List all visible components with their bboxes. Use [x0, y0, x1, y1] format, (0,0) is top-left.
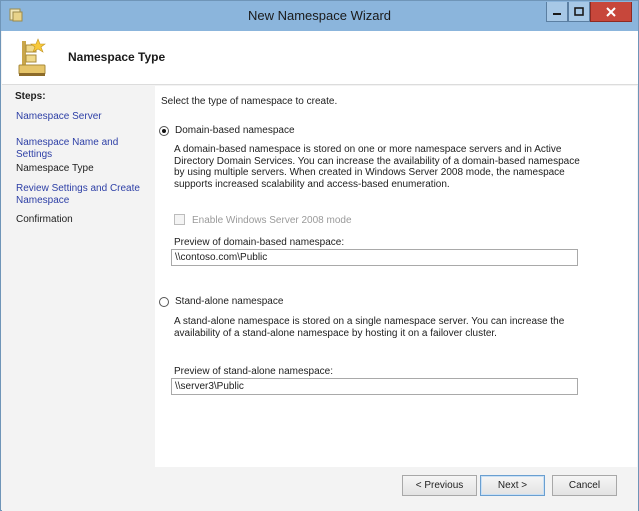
content-pane	[155, 86, 637, 467]
enable-2008-mode-checkbox[interactable]	[174, 214, 185, 225]
step-namespace-type: Namespace Type	[16, 163, 94, 174]
previous-button[interactable]: < Previous	[402, 475, 477, 496]
minimize-button[interactable]	[546, 2, 568, 22]
domain-based-label[interactable]: Domain-based namespace	[175, 125, 295, 136]
standalone-preview-field[interactable]: \\server3\Public	[171, 378, 578, 395]
next-button[interactable]: Next >	[480, 475, 545, 496]
instruction-text: Select the type of namespace to create.	[161, 96, 338, 107]
page-header	[2, 31, 638, 85]
close-button[interactable]	[590, 2, 632, 22]
standalone-radio[interactable]	[159, 297, 169, 307]
step-namespace-server[interactable]: Namespace Server	[16, 111, 102, 122]
standalone-description: A stand-alone namespace is stored on a single namespace server. You can increase the availability of a stand-alone namespace by hosting it on a failover cluster.	[174, 316, 565, 339]
minimize-icon	[552, 8, 562, 16]
cancel-button[interactable]: Cancel	[552, 475, 617, 496]
maximize-button[interactable]	[568, 2, 590, 22]
step-review-settings[interactable]: Review Settings and Create Namespace	[16, 183, 140, 206]
step-confirmation: Confirmation	[16, 214, 73, 225]
domain-preview-label: Preview of domain-based namespace:	[174, 237, 345, 248]
close-icon	[606, 7, 616, 17]
namespace-wizard-icon	[16, 35, 50, 79]
wizard-footer	[2, 467, 638, 511]
domain-preview-field[interactable]: \\contoso.com\Public	[171, 249, 578, 266]
standalone-label[interactable]: Stand-alone namespace	[175, 296, 284, 307]
title-bar[interactable]	[1, 1, 638, 31]
steps-label: Steps:	[15, 91, 46, 102]
enable-2008-mode-label[interactable]: Enable Windows Server 2008 mode	[192, 215, 352, 226]
domain-based-radio[interactable]	[159, 126, 169, 136]
maximize-icon	[574, 7, 584, 16]
steps-pane	[2, 86, 154, 467]
step-namespace-name-and-settings[interactable]: Namespace Name and Settings	[16, 137, 119, 160]
standalone-preview-label: Preview of stand-alone namespace:	[174, 366, 333, 377]
window-title: New Namespace Wizard	[247, 8, 392, 23]
domain-based-description: A domain-based namespace is stored on one or more namespace servers and in Active Directory Domain Services. You can increase the availability of a domain-based namespace by using multiple servers. When created in Windows Server 2008 mode, the namespace supports increased scalability and access-based enumeration.	[174, 144, 580, 190]
page-title: Namespace Type	[68, 50, 166, 64]
